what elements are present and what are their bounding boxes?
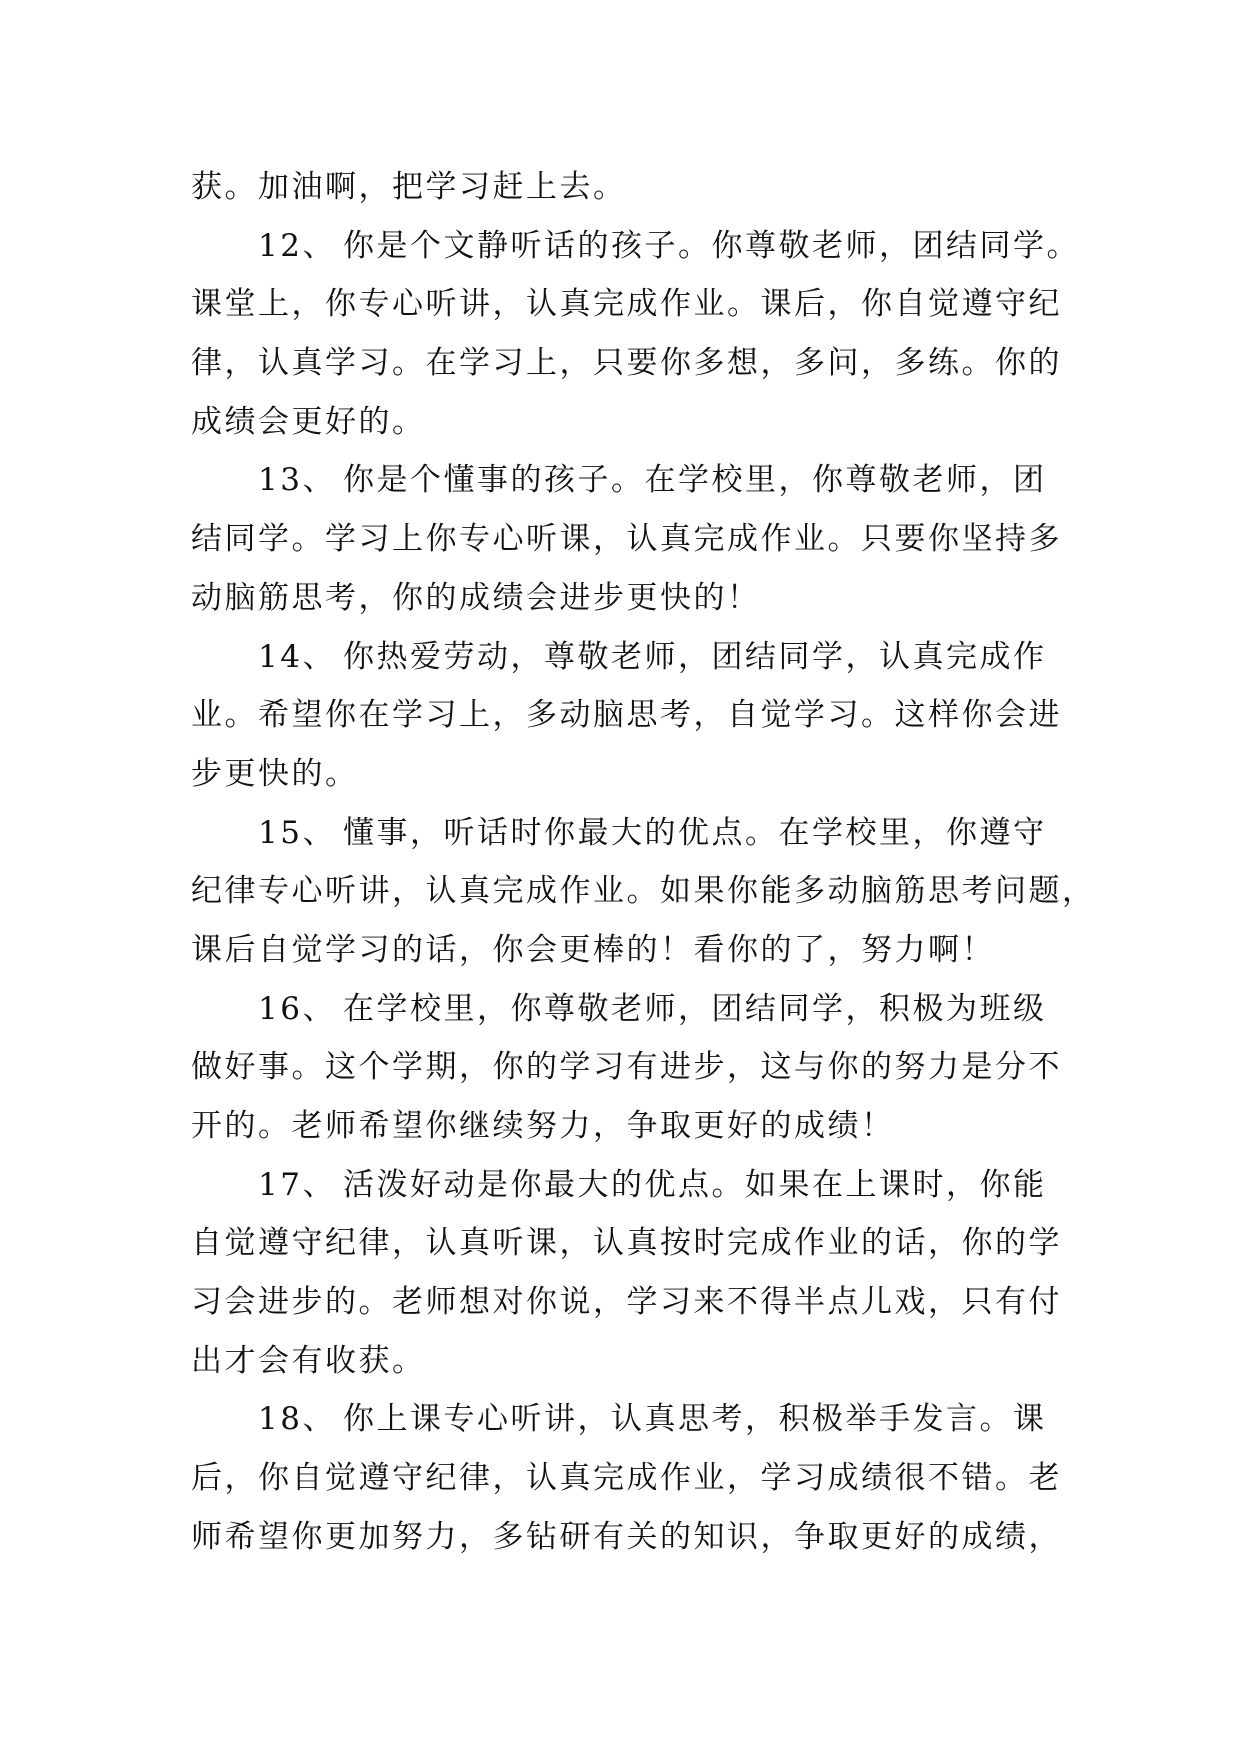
item-number: 14、 [258, 638, 336, 675]
text-line: 步更快的。 [191, 755, 359, 792]
text-line: 师希望你更加努力，多钻研有关的知识，争取更好的成绩， [191, 1518, 1062, 1555]
paragraph-15 [191, 804, 1096, 980]
text-line: 纪律专心听讲，认真完成作业。如果你能多动脑筋思考问题， [191, 873, 1096, 910]
line-text: 你是个文静听话的孩子。你尊敬老师，团结同学。 [343, 227, 1080, 264]
line-text: 懂事，听话时你最大的优点。在学校里，你遵守 [343, 814, 1047, 851]
text-line [191, 217, 1080, 276]
text-line [191, 628, 1071, 687]
document-body [191, 158, 1096, 1567]
text-line: 动脑筋思考，你的成绩会进步更快的！ [191, 579, 761, 616]
text-line: 习会进步的。老师想对你说，学习来不得半点儿戏，只有付 [191, 1284, 1062, 1321]
item-number: 15、 [258, 814, 336, 851]
text-line: 律，认真学习。在学习上，只要你多想，多问，多练。你的 [191, 345, 1062, 382]
text-line: 成绩会更好的。 [191, 403, 426, 440]
line-text: 在学校里，你尊敬老师，团结同学，积极为班级 [343, 990, 1047, 1027]
text-line: 做好事。这个学期，你的学习有进步，这与你的努力是分不 [191, 1049, 1062, 1086]
paragraph-14 [191, 628, 1071, 804]
item-number: 13、 [258, 462, 336, 499]
text-line [191, 451, 1071, 510]
line-text: 活泼好动是你最大的优点。如果在上课时，你能 [343, 1166, 1047, 1203]
line-text: 你热爱劳动，尊敬老师，团结同学，认真完成作 [343, 638, 1047, 675]
paragraph-12 [191, 217, 1080, 452]
text-line: 课堂上，你专心听讲，认真完成作业。课后，你自觉遵守纪 [191, 286, 1062, 323]
line-text: 你上课专心听讲，认真思考，积极举手发言。课 [343, 1401, 1047, 1438]
text-line: 后，你自觉遵守纪律，认真完成作业，学习成绩很不错。老 [191, 1460, 1062, 1497]
text-line: 自觉遵守纪律，认真听课，认真按时完成作业的话，你的学 [191, 1225, 1062, 1262]
text-line: 课后自觉学习的话，你会更棒的！看你的了，努力啊！ [191, 931, 995, 968]
item-number: 18、 [258, 1401, 336, 1438]
item-number: 16、 [258, 990, 336, 1027]
line-text: 你是个懂事的孩子。在学校里，你尊敬老师，团 [343, 462, 1047, 499]
text-line: 开的。老师希望你继续努力，争取更好的成绩！ [191, 1108, 895, 1144]
item-number: 12、 [258, 227, 336, 264]
text-line: 出才会有收获。 [191, 1342, 426, 1379]
text-line [191, 1156, 1071, 1215]
item-number: 17、 [258, 1166, 336, 1203]
text-line: 业。希望你在学习上，多动脑思考，自觉学习。这样你会进 [191, 697, 1062, 734]
paragraph-17 [191, 1156, 1071, 1391]
text-line [191, 1390, 1071, 1449]
text-line [191, 980, 1071, 1039]
paragraph-16 [191, 980, 1071, 1156]
text-line: 结同学。学习上你专心听课，认真完成作业。只要你坚持多 [191, 521, 1062, 558]
paragraph-13 [191, 451, 1071, 627]
text-line [191, 804, 1071, 863]
paragraph-continuation [191, 158, 1071, 217]
paragraph-18 [191, 1390, 1071, 1566]
text-line: 获。加油啊，把学习赶上去。 [191, 169, 627, 205]
